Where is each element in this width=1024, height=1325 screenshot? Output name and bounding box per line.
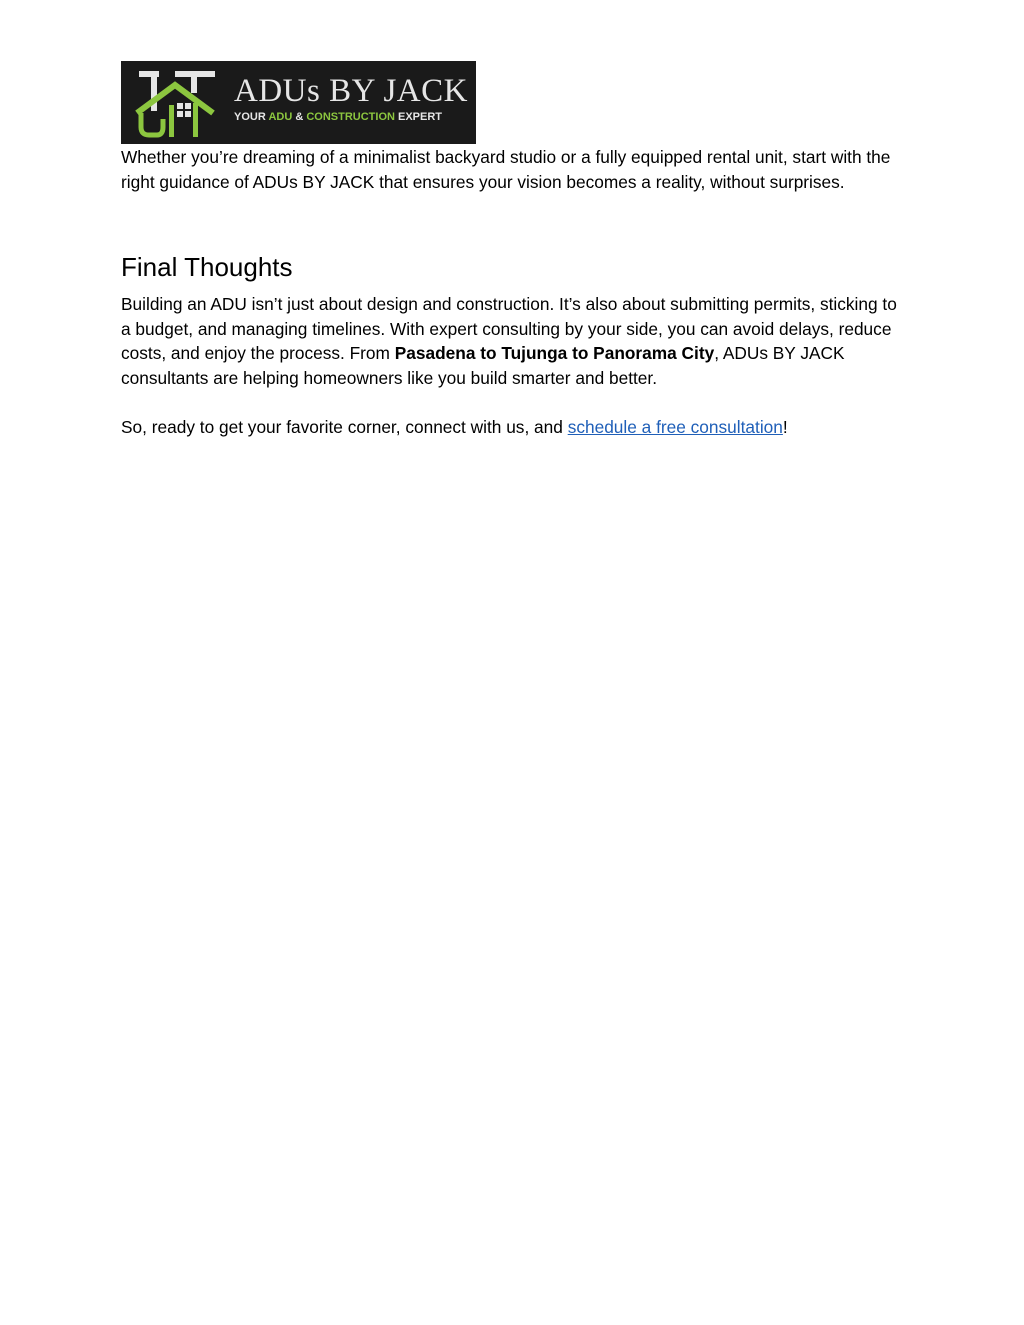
section-heading: Final Thoughts (121, 252, 293, 282)
locations-bold-text: Pasadena to Tujunga to Panorama City (394, 343, 715, 363)
logo-tagline: YOUR ADU & CONSTRUCTION EXPERT (234, 111, 443, 123)
house-logo-icon (131, 67, 221, 139)
company-logo (121, 61, 476, 144)
closing-paragraph: So, ready to get your favorite corner, connect with us, and schedule a free consultation! (121, 416, 788, 437)
intro-paragraph: Whether you’re dreaming of a minimalist backyard studio or a fully equipped rental unit, start with the right guidance of ADUs BY JACK that ensures your vision becomes a reality, without surprises. (121, 147, 891, 192)
document-page (121, 61, 911, 439)
schedule-consultation-link[interactable]: schedule a free consultation (567, 416, 783, 437)
logo-name: ADUs BY JACK (234, 73, 468, 109)
final-thoughts-paragraph: Building an ADU isn’t just about design and construction. It’s also about submitting permits, sticking to a budget, and managing timelines. With expert consulting by your side, you can avoid delays, reduce costs, and enjoy the process. From Pasadena to Tujunga to Panorama City, ADUs BY JACK consultants are helping homeowners like you build smarter and better. (121, 294, 897, 388)
